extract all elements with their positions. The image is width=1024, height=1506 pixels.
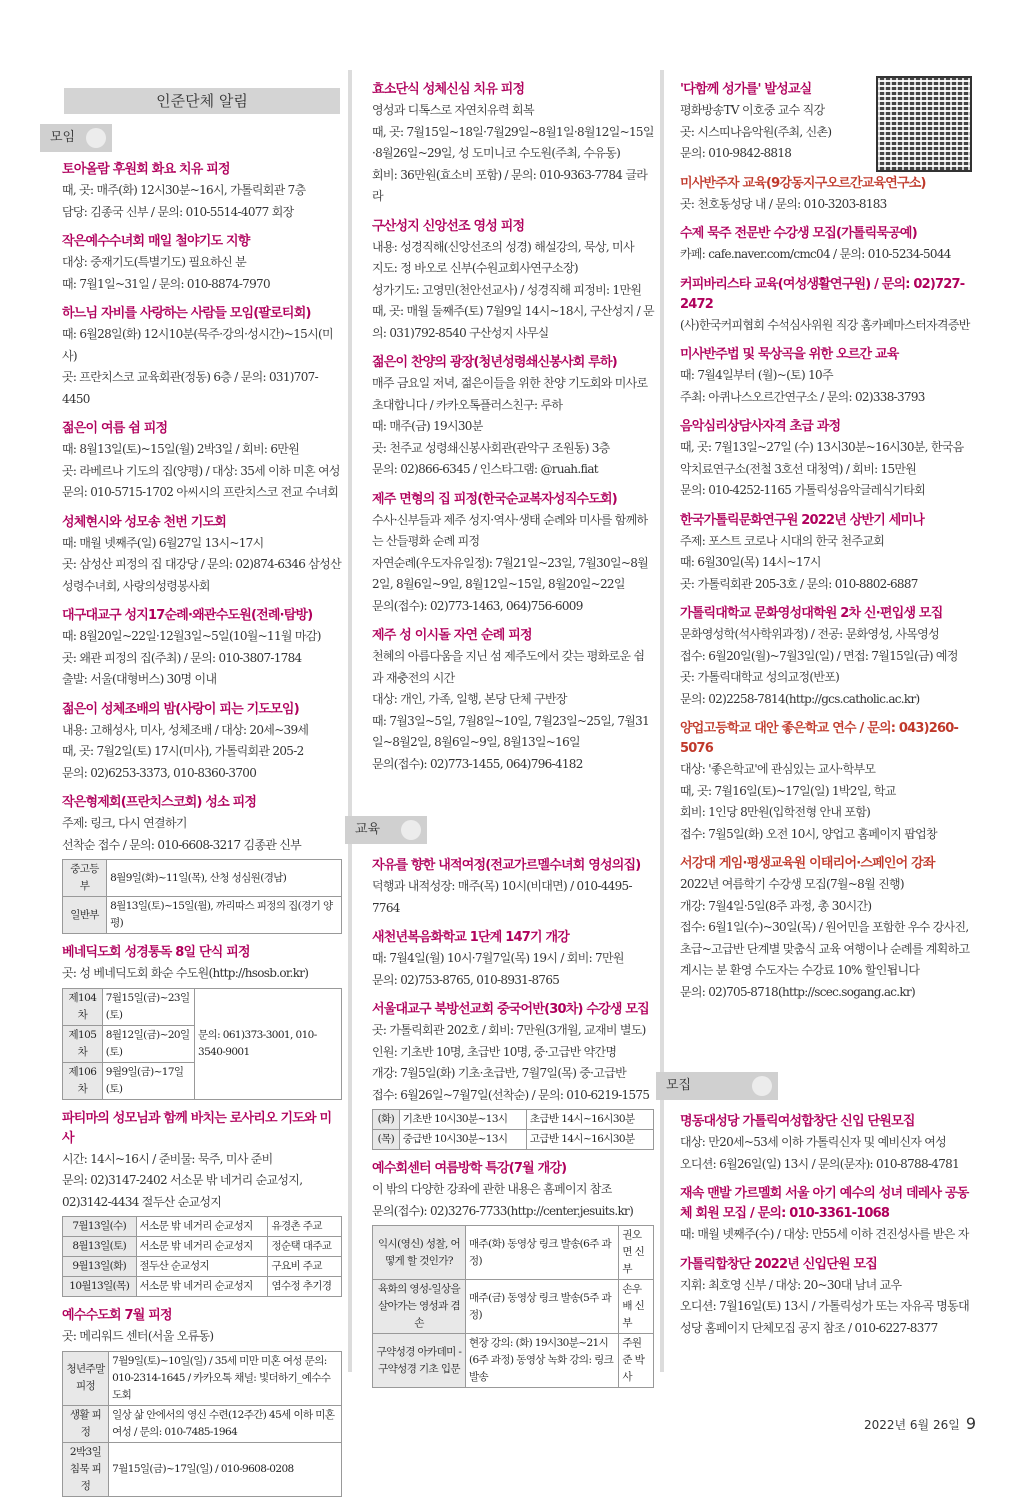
column-2-top [372,80,654,784]
section-tab-moim [40,124,112,152]
table-row [63,1351,342,1405]
notice-entry [62,160,342,223]
notice-entry [680,1112,970,1175]
notice-line: 지휘: 최호영 신부 / 대상: 20~30대 남녀 교우 [680,1277,902,1292]
notice-line: 때: 8월20일~22일·12월3일~5일(10월~11월 마감) [62,629,321,643]
notice-entry [680,417,970,502]
table-cell: 8월13일(토) [63,1237,137,1257]
table-cell: 기초반 10시30분~13시 [399,1110,526,1130]
schedule-table [62,1216,342,1297]
notice-line: 주제: 포스트 코로나 시대의 한국 천주교회 [680,533,885,548]
schedule-table [62,988,342,1100]
section-label: 모임 [50,130,76,145]
notice-line: 때: 8월13일(토)~15일(월) 2박3일 / 회비: 6만원 [62,442,300,456]
table-cell: (화) [373,1110,400,1130]
notice-entry [372,353,654,481]
notice-line: 천혜의 아름다움을 지닌 섬 제주도에서 갖는 평화로운 쉼과 재충전의 시간 [372,649,645,685]
notice-line: 때: 7월1일~31일 / 문의: 010-8874-7970 [62,276,270,291]
notice-line: 접수: 6월1일(수)~30일(목) / 원어민을 포함한 우수 강사진, 초급~고급반 단계별 맞춤식 교육 여행이나 순례를 계획하고 계시는 분 환영 수도자는 수강료 10% 할인됩니다 [680,920,970,977]
table-row [63,1277,342,1297]
table-cell: 7월15일(금)~23일(토) [102,988,194,1025]
notice-line: 문의(접수): 02)3276-7733(http://center.jesuits.kr) [372,1203,634,1218]
notice-line: 때: 6월30일(목) 14시~17시 [680,555,821,569]
table-cell: 구약성경 아카데미 -구약성경 기초 입문 [373,1334,466,1388]
table-row [373,1130,654,1150]
banner-title: 인준단체 알림 [64,88,340,114]
notice-entry [680,80,870,165]
table-row [63,1405,342,1442]
notice-line: 성가기도: 고영민(천안선교사) / 성경직해 피정비: 1만원 [372,282,642,297]
section-label: 교육 [355,822,381,837]
notice-line: 때, 곳: 7월16일(토)~17일(일) 1박2일, 학교 [680,783,896,798]
notice-title: 명동대성당 가톨릭여성합창단 신입 단원모집 [680,1114,915,1129]
notice-title: 예수회센터 여름방학 특강(7월 개강) [372,1161,567,1176]
notice-line: 매주 금요일 저녁, 젊은이들을 위한 찬양 기도회와 미사로 초대합니다 / 카카오톡플러스친구: 루하 [372,376,648,412]
notice-title: 작은예수수녀회 매일 철야기도 지향 [62,234,250,249]
table-cell: 8월12일(금)~20일(토) [102,1025,194,1062]
notice-line: 문의: 010-5715-1702 아씨시의 프란치스코 전교 수녀회 [62,485,339,499]
notice-title: 자유를 향한 내적여정(전교가르멜수녀회 영성의집) [372,858,641,873]
table-cell: 2박3일 침묵 피정 [63,1442,109,1496]
notice-entry [62,304,342,410]
notice-line: 곳: 가톨릭회관 205-3호 / 문의: 010-8802-6887 [680,576,918,591]
table-row [373,1110,654,1130]
table-cell: 염수정 추기경 [268,1277,342,1297]
table-row [63,1257,342,1277]
notice-title: 양업고등학교 대안 좋은학교 연수 / 문의: 043)260-5076 [680,721,959,756]
notice-line: 곳: 라베르나 기도의 집(양평) / 대상: 35세 이하 미혼 여성 [62,463,340,478]
notice-line: 문의(접수): 02)773-1463, 064)756-6009 [372,598,583,613]
hand-pointer-icon [752,1076,772,1096]
notice-line: 문의: 02)2258-7814(http://gcs.catholic.ac.kr) [680,691,920,706]
table-row [63,1442,342,1496]
notice-line: 개강: 7월5일(화) 기초·초급반, 7월7일(목) 중·고급반 [372,1066,626,1080]
notice-line: 시간: 14시~16시 / 준비물: 묵주, 미사 준비 [62,1151,273,1166]
notice-entry [372,1159,654,1388]
notice-line: 이 밖의 다양한 강좌에 관한 내용은 홈페이지 참조 [372,1182,612,1196]
notice-line: 접수: 6월20일(월)~7월3일(일) / 면접: 7월15일(금) 예정 [680,648,958,663]
table-row [63,988,342,1025]
notice-title: 성체현시와 성모송 천번 기도회 [62,514,227,530]
notice-line: 회비: 36만원(효소비 포함) / 문의: 010-9363-7784 글라라 [372,167,648,203]
notice-line: 문의(접수): 02)773-1455, 064)796-4182 [372,756,583,771]
notice-title: 서강대 게임·평생교육원 이태리어·스페인어 강좌 [680,856,935,871]
notice-title: 제주 면형의 집 피정(한국순교복자성직수도회) [372,491,617,507]
notice-entry [680,345,970,408]
notice-title: 예수수도회 7월 피정 [62,1308,172,1323]
table-row [63,897,342,934]
notice-line: 덕행과 내적성장: 매주(목) 10시(비대면) / 010-4495-7764 [372,879,632,915]
pen-icon [401,820,421,840]
table-cell: 매주(금) 동영상 링크 발송(5주 과정) [466,1280,619,1334]
notice-line: 접수: 7월5일(화) 오전 10시, 양업고 홈페이지 팝업창 [680,826,937,841]
notice-title: 제주 성 이시돌 자연 순례 피정 [372,628,532,643]
notice-entry [62,513,342,598]
notice-line: 문의: 02)3147-2402 서소문 밖 네거리 순교성지, 02)3142-4434 절두산 순교성지 [62,1173,303,1209]
column-2-bottom [372,856,654,1397]
notice-line: 오디션: 7월16일(토) 13시 / 가톨릭성가 또는 자유곡 명동대성당 홈페이지 단체모집 공지 참조 / 010-6227-8377 [680,1299,969,1335]
notice-title: 효소단식 성체신심 치유 피정 [372,82,525,97]
notice-title: 젊은이 찬양의 광장(청년성령쇄신봉사회 루하) [372,355,617,370]
table-cell: 초급반 14시~16시30분 [526,1110,653,1130]
section-tab-gyoyuk [345,816,427,844]
notice-line: 때, 곳: 7월15일~18일·7월29일~8월1일·8월12일~15일·8월26일~29일, 성 도미니코 수도원(주최, 수유동) [372,124,654,160]
section-label: 모집 [666,1078,692,1093]
table-cell: 생활 피정 [63,1405,109,1442]
notice-line: 때: 7월3일~5일, 7월8일~10일, 7월23일~25일, 7월31일~8월2일, 8월6일~9일, 8월13일~16일 [372,713,650,749]
notice-title: 서울대교구 북방선교회 중국어반(30차) 수강생 모집 [372,1002,649,1017]
table-cell: 중고등부 [63,860,107,897]
notice-entry [680,275,970,337]
table-cell: 8월9일(화)~11일(목), 산청 성심원(경남) [107,860,342,897]
table-cell: 9월13일(화) [63,1257,137,1277]
notice-line: 오디션: 6월26일(일) 13시 / 문의(문자): 010-8788-4781 [680,1156,960,1171]
column-1 [62,160,342,1506]
table-note: 문의: 061)373-3001, 010-3540-9001 [195,988,342,1099]
notice-line: 때, 곳: 7월13일~27일 (수) 13시30분~16시30분, 한국음악치료연구소(전철 3호선 대청역) / 회비: 15만원 [680,440,964,476]
notice-line: 곳: 성 베네딕도회 화순 수도원(http://hsosb.or.kr) [62,966,309,980]
notice-entry [372,80,654,208]
notice-entry [62,419,342,504]
notice-line: 지도: 정 바오로 신부(수원교회사연구소장) [372,261,578,275]
notice-line: 회비: 1인당 8만원(입학전형 안내 포함) [680,805,871,819]
table-cell: 현장 강의: (화) 19시30분~21시(6주 과정) 동영상 녹화 강의: 링크 발송 [466,1334,619,1388]
notice-line: 주최: 아퀴나스오르간연구소 / 문의: 02)338-3793 [680,389,925,404]
notice-line: 곳: 천주교 성령쇄신봉사회관(관악구 조원동) 3층 [372,440,610,455]
page-footer [864,1414,976,1433]
table-cell: 서소문 밖 네거리 순교성지 [136,1237,268,1257]
notice-line: 곳: 삼성산 피정의 집 대강당 / 문의: 02)874-6346 삼성산성령수녀회, 사랑의성령봉사회 [62,557,341,593]
notice-line: 대상: 중재기도(특별기도) 필요하신 분 [62,255,247,269]
notice-line: 때: 7월4일부터 (월)~(토) 10주 [680,368,833,382]
notice-title: 커피바리스타 교육(여성생활연구원) / 문의: 02)727-2472 [680,276,965,312]
notice-title: 미사반주자 교육(9강동지구오르간교육연구소) [680,175,926,191]
table-cell: 육화의 영성-일상을 살아가는 영성과 겸손 [373,1280,466,1334]
table-cell: 유경촌 주교 [268,1217,342,1237]
notice-entry [372,490,654,618]
table-cell: 손우배 신부 [619,1280,654,1334]
notice-entry [680,511,970,596]
notice-line: 문화영성학(석사학위과정) / 전공: 문화영성, 사목영성 [680,627,939,641]
notice-line: 곳: 가톨릭대학교 성의교정(반포) [680,670,840,684]
table-cell: 일상 삶 안에서의 영신 수련(12주간) 45세 이하 미혼 여성 / 문의: 010-7485-1964 [109,1405,342,1442]
notice-title: 한국가톨릭문화연구원 2022년 상반기 세미나 [680,512,925,528]
table-cell: (목) [373,1130,400,1150]
notice-entry [62,1306,342,1497]
table-cell: 고급반 14시~16시30분 [526,1130,653,1150]
notice-line: 때: 7월4일(월) 10시·7월7일(목) 19시 / 회비: 7만원 [372,951,624,965]
table-row [63,1237,342,1257]
notice-title: 가톨릭대학교 문화영성대학원 2차 신·편입생 모집 [680,606,943,621]
notice-line: 대상: '좋은학교'에 관심있는 교사·학부모 [680,762,876,776]
schedule-table [62,859,342,934]
notice-line: 때: 매월 넷째주(일) 6월27일 13시~17시 [62,535,264,550]
notice-title: 작은형제회(프란치스코회) 성소 피정 [62,795,257,810]
notice-line: 주제: 링크, 다시 연결하기 [62,816,187,830]
notice-line: 인원: 기초반 10명, 초급반 10명, 중·고급반 약간명 [372,1044,617,1059]
notice-line: 때, 곳: 매월 둘째주(토) 7월9일 14시~18시, 구산성지 / 문의: 031)792-8540 구산성지 사무실 [372,304,654,340]
notice-title: '다함께 성가를' 발성교실 [680,82,812,97]
table-cell: 권오면 신부 [619,1226,654,1280]
notice-line: 평화방송TV 이호중 교수 직강 [680,103,825,117]
notice-line: 자연순례(우도자유일정): 7월21일~23일, 7월30일~8월2일, 8월6일~9일, 8월12일~15일, 8월20일~22일 [372,555,649,591]
notice-title: 젊은이 성체조배의 밤(사랑이 피는 기도모임) [62,701,299,717]
notice-line: 문의: 02)6253-3373, 010-8360-3700 [62,765,257,780]
table-cell: 구요비 주교 [268,1257,342,1277]
notice-line: 내용: 성경직해(신앙선조의 성경) 해설강의, 묵상, 미사 [372,239,634,254]
issue-date: 2022년 6월 26일 [863,1418,960,1432]
notice-line: 개강: 7월4일·5일(8주 과정, 총 30시간) [680,898,872,913]
table-cell: 제105차 [63,1025,103,1062]
notice-line: 때, 곳: 7월2일(토) 17시(미사), 가톨릭회관 205-2 [62,744,304,758]
column-3-bottom [680,1112,970,1348]
column-3-top [680,80,970,1012]
notice-title: 하느님 자비를 사랑하는 사람들 모임(팔로티회) [62,306,311,321]
notice-line: 때: 매주(금) 19시30분 [372,419,483,433]
table-cell: 8월13일(토)~15일(월), 까리따스 피정의 집(경기 양평) [107,897,342,934]
notice-line: 때: 6월28일(화) 12시10분(묵주·강의·성시간)~15시(미사) [62,327,333,363]
notice-line: 2022년 여름학기 수강생 모집(7월~8월 진행) [680,877,904,891]
notice-line: 문의: 010-9842-8818 [680,146,792,160]
notice-line: (사)한국커피협회 수석심사위원 직강 홈카페마스터자격증반 [680,317,970,332]
notice-title: 새천년복음화학교 1단계 147기 개강 [372,930,570,945]
notice-line: 문의: 02)705-8718(http://scec.sogang.ac.kr) [680,984,915,999]
notice-line: 곳: 가톨릭회관 202호 / 회비: 7만원(3개월, 교재비 별도) [372,1023,646,1037]
notice-line: 곳: 프란치스코 교육회관(정동) 6층 / 문의: 031)707-4450 [62,370,318,406]
notice-line: 문의: 02)866-6345 / 인스타그램: @ruah.fiat [372,462,598,476]
notice-line: 문의: 010-4252-1165 가톨릭성음악글레식기타회 [680,483,926,497]
notice-entry [62,700,342,785]
notice-entry [62,232,342,295]
column-divider [348,70,352,1372]
notice-line: 담당: 김종국 신부 / 문의: 010-5514-4077 회장 [62,204,294,219]
table-cell: 7월9일(토)~10일(일) / 35세 미만 미혼 여성 문의: 010-2314-1645 / 카카오톡 채널: 빛더하기_예수수도회 [109,1351,342,1405]
table-row [63,1217,342,1237]
notice-line: 출발: 서울(대형버스) 30명 이내 [62,672,217,686]
section-tab-mojip [656,1072,778,1100]
notice-line: 대상: 개인, 가족, 일행, 본당 단체 구반장 [372,692,567,706]
notice-title: 음악심리상담사자격 초급 과정 [680,419,841,434]
table-cell: 정순택 대주교 [268,1237,342,1257]
notice-entry [680,1255,970,1340]
notice-line: 때: 매월 넷째주(수) / 대상: 만55세 이하 견진성사를 받은 자 [680,1227,969,1241]
table-cell: 10월13일(목) [63,1277,137,1297]
notice-title: 구산성지 신앙선조 영성 피정 [372,218,525,234]
table-cell: 제104차 [63,988,103,1025]
notice-line: 문의: 02)753-8765, 010-8931-8765 [372,972,560,987]
notice-title: 가톨릭합창단 2022년 신입단원 모집 [680,1256,878,1272]
notice-line: 곳: 왜관 피정의 집(주최) / 문의: 010-3807-1784 [62,650,302,665]
notice-entry [680,719,970,845]
notice-entry [680,174,970,216]
table-cell: 일반부 [63,897,107,934]
table-cell: 중급반 10시30분~13시 [399,1130,526,1150]
notice-title: 파티마의 성모님과 함께 바치는 로사리오 기도와 미사 [62,1110,332,1146]
schedule-table [62,1351,342,1497]
notice-entry [372,217,654,345]
column-divider [660,70,664,1372]
notice-entry [62,1109,342,1298]
notice-title: 대구대교구 성지17순례·왜관수도원(전례·탐방) [62,608,313,623]
table-row [373,1280,654,1334]
notice-line: 곳: 시스띠나음악원(주최, 신촌) [680,124,832,139]
person-icon [86,128,106,148]
table-row [373,1334,654,1388]
notice-entry [372,626,654,775]
notice-entry [680,854,970,1003]
notice-line: 곳: 천호동성당 내 / 문의: 010-3203-8183 [680,196,887,211]
notice-line: 영성과 디톡스로 자연치유력 회복 [372,103,534,117]
notice-line: 선착순 접수 / 문의: 010-6608-3217 김종관 신부 [62,837,302,852]
notice-line: 접수: 6월26일~7월7일(선착순) / 문의: 010-6219-1575 [372,1087,650,1102]
notice-line: 카페: cafe.naver.com/cmc04 / 문의: 010-5234-5044 [680,247,951,261]
table-cell: 7월13일(수) [63,1217,137,1237]
table-cell: 절두산 순교성지 [136,1257,268,1277]
notice-entry [680,224,970,266]
table-cell: 서소문 밖 네거리 순교성지 [136,1217,268,1237]
table-cell: 익시(영신) 성찰, 어떻게 할 것인가? [373,1226,466,1280]
table-cell: 서소문 밖 네거리 순교성지 [136,1277,268,1297]
notice-entry [62,943,342,1100]
schedule-table [372,1225,654,1388]
table-cell: 청년주말 피정 [63,1351,109,1405]
notice-entry [372,1000,654,1150]
notice-entry [680,604,970,710]
notice-entry [62,606,342,691]
table-cell: 7월15일(금)~17일(일) / 010-9608-0208 [109,1442,342,1496]
notice-line: 대상: 만20세~53세 이하 가톨릭신자 및 예비신자 여성 [680,1135,947,1149]
notice-entry [680,1184,970,1246]
page-number: 9 [965,1414,976,1433]
notice-title: 젊은이 여름 쉼 피정 [62,421,168,436]
notice-title: 재속 맨발 가르멜회 서울 아기 예수의 성녀 데레사 공동체 회원 모집 / 문의: 010-3361-1068 [680,1186,969,1221]
notice-title: 미사반주법 및 묵상곡을 위한 오르간 교육 [680,347,899,362]
table-cell: 9월9일(금)~17일(토) [102,1062,194,1099]
notice-title: 수제 묵주 전문반 수강생 모집(가톨릭묵공예) [680,226,917,241]
notice-entry [372,928,654,991]
table-cell: 매주(화) 동영상 링크 발송(6주 과정) [466,1226,619,1280]
table-row [63,860,342,897]
notice-line: 수사·신부들과 제주 성지·역사·생태 순례와 미사를 함께하는 산들평화 순례 피정 [372,512,648,548]
table-row [373,1226,654,1280]
notice-line: 곳: 메리워드 센터(서울 오류동) [62,1329,214,1343]
notice-entry [372,856,654,919]
notice-line: 때, 곳: 매주(화) 12시30분~16시, 가톨릭회관 7층 [62,183,306,197]
table-cell: 제106차 [63,1062,103,1099]
table-cell: 주원준 박사 [619,1334,654,1388]
notice-line: 내용: 고해성사, 미사, 성체조배 / 대상: 20세~39세 [62,722,309,737]
notice-entry [62,793,342,934]
notice-title: 베네딕도회 성경통독 8일 단식 피정 [62,945,250,960]
notice-title: 토아올람 후원회 화요 치유 피정 [62,162,230,177]
schedule-table [372,1109,654,1150]
